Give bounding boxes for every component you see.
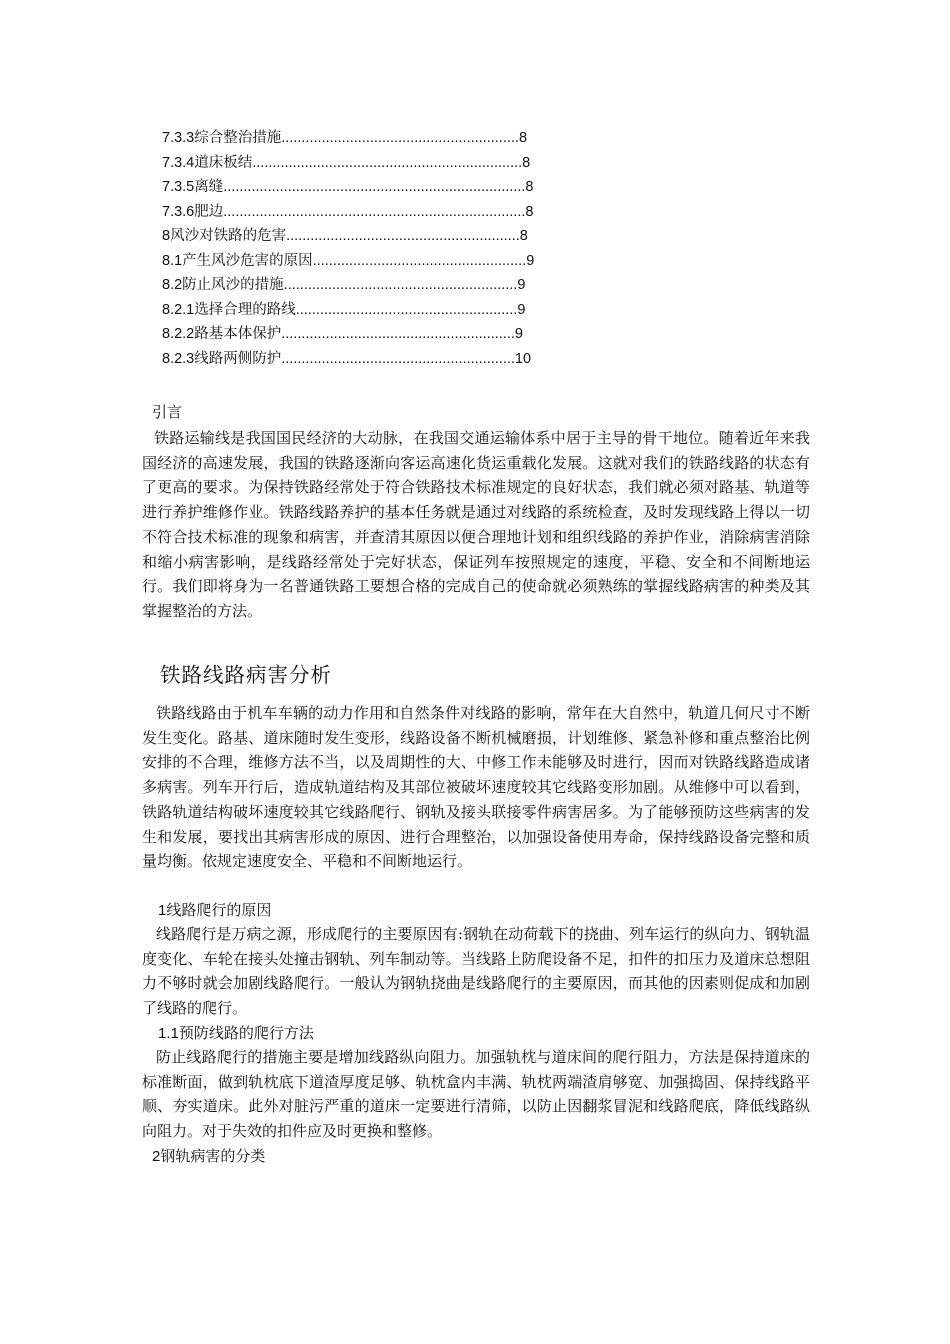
subheading-number: 2 [152,1148,161,1165]
toc-entry[interactable] [162,249,622,274]
subheading-number: 1 [158,902,167,919]
toc-number: 7.3.4 [162,154,195,171]
toc-leader: ........................................................... [281,130,519,146]
toc-page-number: 8 [518,130,528,146]
toc-page-number: 9 [526,252,535,269]
toc-page-number: 8 [522,154,531,171]
toc-number: 8.1 [162,252,183,269]
toc-leader: ........................................................................... [223,179,526,195]
subheading-2 [152,1144,265,1169]
toc-page-number: 8 [519,228,528,244]
sub1-paragraph: 线路爬行是万病之源，形成爬行的主要原因有:钢轨在动荷载下的挠曲、列车运行的纵向力、钢轨温度变化、车轮在接头处撞击钢轨、列车制动等。当线路上防爬设备不足，扣件的扣压力及道床总想阻力不够时就会加剧线路爬行。一般认为钢轨挠曲是线路爬行的主要原因，而其他的因素则促成和加剧了线路的爬行。 [142,925,810,1018]
toc-page-number: 9 [514,326,523,342]
section-paragraph: 铁路线路由于机车车辆的动力作用和自然条件对线路的影响，常年在大自然中，轨道几何尺寸不断发生变化。路基、道床随时发生变形，线路设备不断机械磨损，计划维修、紧急补修和重点整治比例安排的不合理，维修方法不当，以及周期性的大、中修工作未能够及时进行，因而对铁路线路造成诸多病害。列车开行后，造成轨道结构及其部位被破坏速度较其它线路变形加剧。从维修中可以看到，铁路轨道结构破坏速度较其它线路爬行、钢轨及接头联接零件病害居多。为了能够预防这些病害的发生和发展，要找出其病害形成的原因、进行合理整治，以加强设备使用寿命，保持线路设备完整和质量均衡。依规定速度安全、平稳和不间断地运行。 [142,704,810,871]
subheading-1 [158,898,271,923]
subheading-title: 线路爬行的原因 [166,901,272,919]
section-heading: 铁路线路病害分析 [160,663,332,687]
toc-entry[interactable] [162,347,622,372]
toc-leader: .......................................................... [281,326,515,342]
table-of-contents [162,126,622,371]
intro-title: 引言 [152,403,183,421]
toc-title: 风沙对铁路的危害 [170,228,287,244]
toc-title: 线路两侧防护 [194,350,282,367]
toc-leader: .......................................................... [283,277,518,293]
sub11-paragraph: 防止线路爬行的措施主要是增加线路纵向阻力。加强轨枕与道床间的爬行阻力，方法是保持道床的标准断面，做到轨枕底下道渣厚度足够、轨枕盒内丰满、轨枕两端渣肩够宽、加强捣固、保持线路平顺、夯实道床。此外对脏污严重的道床一定要进行清筛，以防止因翻浆冒泥和线路爬底，降低线路纵向阻力。对于失效的扣件应及时更换和整修。 [142,1048,810,1141]
toc-page-number: 9 [517,277,526,293]
toc-number: 8.2 [162,277,183,293]
toc-page-number: 10 [514,350,532,367]
toc-leader: .......................................................... [281,350,515,367]
intro-section [142,426,810,624]
toc-title: 防止风沙的措施 [182,277,284,293]
toc-title: 路基本体保护 [194,326,282,342]
toc-page-number: 8 [525,179,534,195]
toc-title: 肥边 [194,203,224,220]
toc-number: 7.3.5 [162,179,195,195]
toc-entry[interactable] [162,200,622,225]
sub1-body [142,922,810,1021]
toc-entry[interactable] [162,175,622,200]
toc-title: 综合整治措施 [194,130,282,146]
toc-entry[interactable] [162,126,622,151]
toc-entry[interactable] [162,224,622,249]
subheading-1-1 [158,1021,314,1046]
toc-leader: ................................................................... [252,154,523,171]
subheading-title: 预防线路的爬行方法 [178,1024,314,1042]
toc-leader: .......................................................... [286,228,520,244]
subheading-number: 1.1 [158,1025,179,1042]
toc-number: 7.3.3 [162,130,195,146]
toc-number: 7.3.6 [162,203,195,220]
toc-number: 8.2.3 [162,350,195,367]
toc-title: 产生风沙危害的原因 [182,252,313,269]
toc-leader: ........................................................................... [223,203,526,220]
toc-leader: ..................................................... [312,252,527,269]
toc-entry[interactable] [162,273,622,298]
toc-number: 8.2.1 [162,301,195,318]
toc-page-number: 9 [517,301,526,318]
sub11-body [142,1045,810,1144]
section-body [142,701,810,874]
toc-leader: ....................................................... [295,301,518,318]
toc-title: 离缝 [194,179,224,195]
toc-title: 道床板结 [194,154,253,171]
toc-number: 8 [162,228,171,244]
intro-paragraph: 铁路运输线是我国国民经济的大动脉，在我国交通运输体系中居于主导的骨干地位。随着近年来我国经济的高速发展，我国的铁路逐渐向客运高速化货运重载化发展。这就对我们的铁路线路的状态有了更高的要求。为保持铁路经常处于符合铁路技术标准规定的良好状态，我们就必须对路基、轨道等进行养护维修作业。铁路线路养护的基本任务就是通过对线路的系统检查，及时发现线路上得以一切不符合技术标准的现象和病害，并查清其原因以便合理地计划和组织线路的养护作业，消除病害消除和缩小病害影响，是线路经常处于完好状态，保证列车按照规定的速度，平稳、安全和不间断地运行。我们即将身为一名普通铁路工要想合格的完成自己的使命就必须熟练的掌握线路病害的种类及其掌握整治的方法。 [142,429,810,620]
toc-page-number: 8 [525,203,534,220]
toc-entry[interactable] [162,151,622,176]
toc-entry[interactable] [162,322,622,347]
toc-number: 8.2.2 [162,326,195,342]
toc-entry[interactable] [162,298,622,323]
toc-title: 选择合理的路线 [194,301,296,318]
subheading-title: 钢轨病害的分类 [160,1147,266,1165]
